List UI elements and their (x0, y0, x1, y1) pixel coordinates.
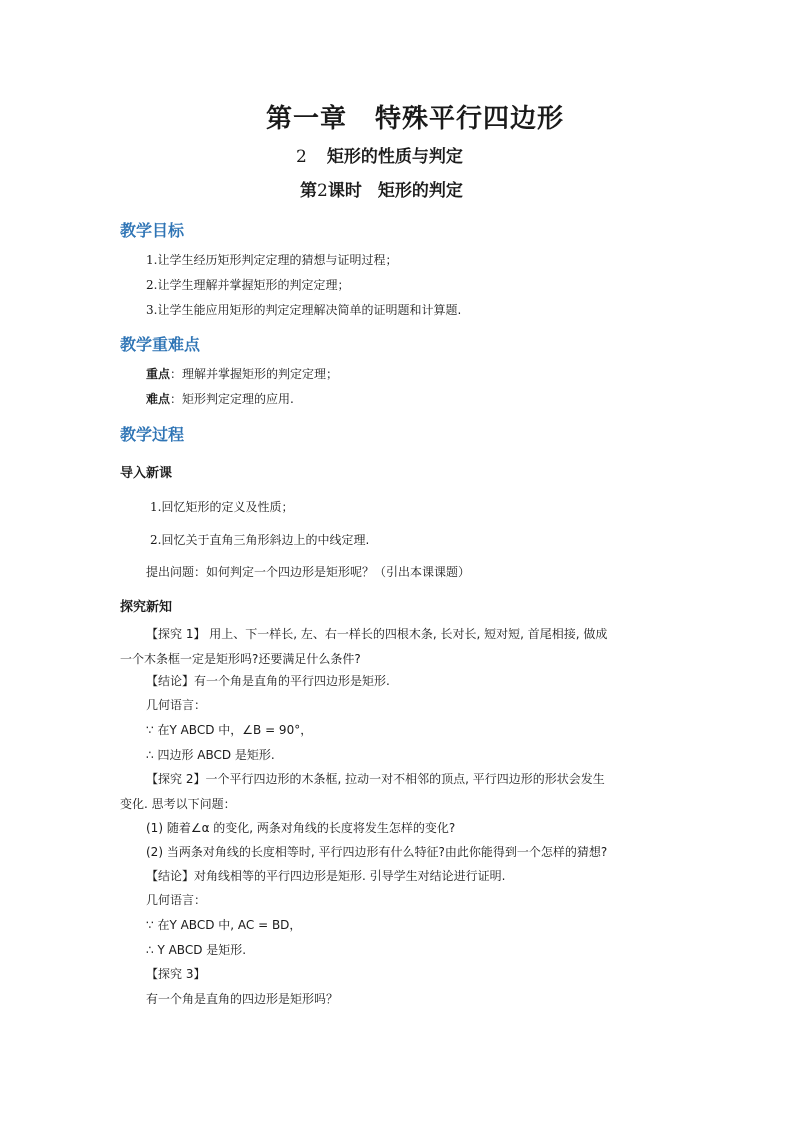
explore-heading: 探究新知 (120, 600, 173, 615)
goal-number: 1. (146, 253, 158, 267)
intro-number: 1. (150, 500, 162, 514)
geo-language-label: 几何语言： (146, 698, 207, 712)
goal-text: 让学生经历矩形判定定理的猜想与证明过程； (157, 253, 398, 267)
lesson-suffix: 课时 (327, 181, 362, 201)
goals-heading: 教学目标 (120, 221, 185, 240)
process-heading: 教学过程 (120, 425, 185, 444)
geo-language-label: 几何语言： (146, 893, 207, 907)
section-name: 矩形的性质与判定 (326, 147, 463, 167)
intro-text: 回忆矩形的定义及性质； (161, 500, 294, 514)
chapter-name: 特殊平行四边形 (375, 104, 565, 134)
difficult-text: ：矩形判定定理的应用. (170, 392, 294, 406)
goal-number: 2. (146, 278, 158, 292)
intro-number: 2. (150, 533, 162, 547)
chapter-title (266, 98, 564, 135)
key-text: ：理解并掌握矩形的判定定理； (170, 367, 339, 381)
intro-heading: 导入新课 (120, 466, 173, 481)
explore3-label: 【探究 3】 (146, 967, 206, 981)
conclusion2: 【结论】对角线相等的平行四边形是矩形. 引导学生对结论进行证明. (146, 869, 506, 883)
explore1-line1: 【探究 1】 用上、下一样长, 左、右一样长的四根木条, 长对长, 短对短, 首尾相接, 做成 (146, 627, 608, 641)
proof1-line1: ∵ 在Y ABCD 中，∠B = 90°， (146, 723, 313, 737)
proof2-line2: ∴ Y ABCD 是矩形. (146, 943, 247, 957)
intro-item (150, 498, 293, 515)
explore2-line1: 【探究 2】一个平行四边形的木条框, 拉动一对不相邻的顶点, 平行四边形的形状会发生 (146, 772, 605, 786)
explore2-line2: 变化. 思考以下问题： (120, 797, 236, 811)
lesson-prefix: 第 (300, 181, 317, 201)
question-text: 提出问题：如何判定一个四边形是矩形呢？（引出本课课题） (146, 565, 471, 579)
question1: (1) 随着∠α 的变化, 两条对角线的长度将发生怎样的变化? (146, 821, 456, 835)
key-heading: 教学重难点 (120, 335, 201, 354)
conclusion1: 【结论】有一个角是直角的平行四边形是矩形. (146, 674, 390, 688)
section-title (296, 142, 463, 167)
goal-item (146, 276, 349, 293)
chapter-number: 第一章 (266, 104, 348, 134)
explore3-question: 有一个角是直角的四边形是矩形吗？ (146, 992, 339, 1006)
section-number: 2 (296, 147, 307, 167)
lesson-name: 矩形的判定 (377, 181, 463, 201)
intro-text: 回忆关于直角三角形斜边上的中线定理. (161, 533, 370, 547)
difficult-point (146, 390, 294, 407)
key-label: 重点 (146, 367, 171, 381)
key-point (146, 365, 338, 382)
question2: (2) 当两条对角线的长度相等时, 平行四边形有什么特征?由此你能得到一个怎样的猜想? (146, 845, 608, 859)
lesson-number: 2 (317, 181, 328, 201)
goal-text: 让学生能应用矩形的判定定理解决简单的证明题和计算题. (157, 303, 462, 317)
proof1-line2: ∴ 四边形 ABCD 是矩形. (146, 748, 275, 762)
goal-item (146, 251, 397, 268)
explore1-line2: 一个木条框一定是矩形吗?还要满足什么条件? (120, 652, 361, 666)
proof2-line1: ∵ 在Y ABCD 中, AC = BD， (146, 918, 302, 932)
goal-number: 3. (146, 303, 158, 317)
difficult-label: 难点 (146, 392, 171, 406)
goal-item (146, 301, 461, 318)
lesson-title (300, 176, 463, 201)
intro-item (150, 531, 369, 548)
goal-text: 让学生理解并掌握矩形的判定定理； (157, 278, 350, 292)
